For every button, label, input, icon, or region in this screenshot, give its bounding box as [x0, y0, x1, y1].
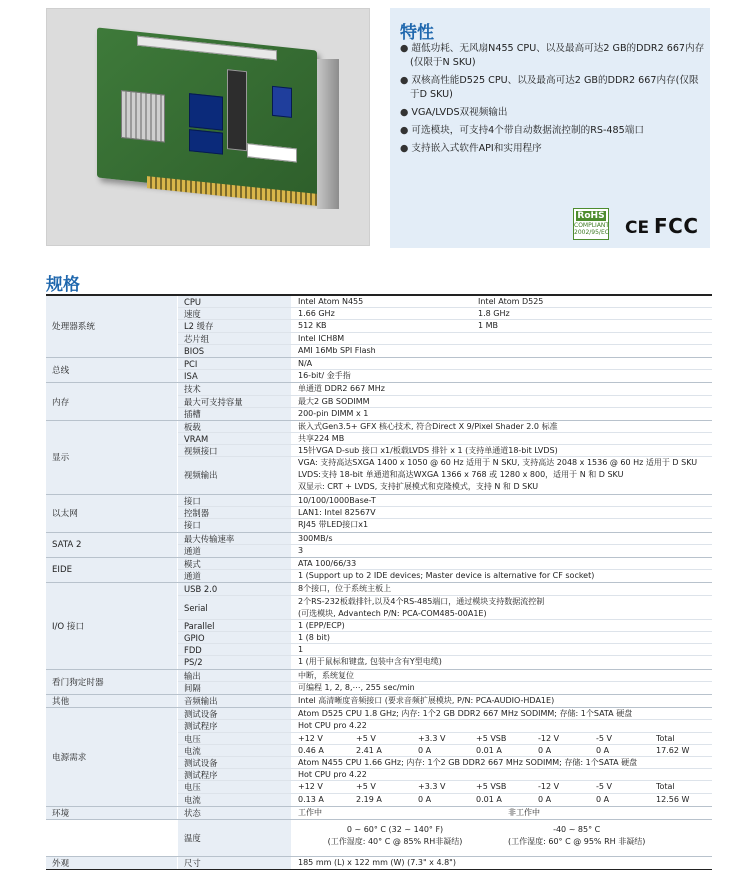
product-photo — [46, 8, 370, 246]
spec-row: 音频输出 Intel 高清晰度音频接口 (要求音频扩展模块, P/N: PCA-AUDIO-HDA1E) — [178, 695, 712, 707]
spec-row: PS/2 1 (用于鼠标和键盘, 包装中含有Y型电缆) — [178, 656, 712, 668]
section-label: 显示 — [46, 421, 178, 494]
sodimm-slot — [227, 69, 247, 151]
fcc-logo: FCC — [654, 214, 699, 238]
feature-item: ● VGA/LVDS双视频输出 — [400, 107, 508, 118]
spec-row: 芯片组 Intel ICH8M — [178, 333, 712, 345]
spec-section-eide — [46, 558, 712, 583]
section-label: I/O 接口 — [46, 583, 178, 668]
spec-row: 通道 1 (Support up to 2 IDE devices; Master device is alternative for CF socket) — [178, 570, 712, 582]
feature-item: ● 可选模块，可支持4个带自动数据流控制的RS-485端口 — [400, 125, 644, 136]
spec-section-environment — [46, 807, 712, 820]
spec-section-temperature — [46, 820, 712, 857]
connector — [247, 143, 297, 162]
spec-section-other — [46, 695, 712, 708]
spec-row: 通道 3 — [178, 545, 712, 557]
section-label: 环境 — [46, 807, 178, 819]
spec-row: 测试设备 Atom N455 CPU 1.66 GHz; 内存: 1个2 GB DDR2 667 MHz SODIMM; 存储: 1个SATA 硬盘 — [178, 757, 712, 769]
spec-table — [46, 294, 712, 870]
spec-row: 电流 0.46 A 2.41 A 0 A 0.01 A 0 A 0 A 17.62 W — [178, 745, 712, 757]
spec-row: 尺寸 185 mm (L) x 122 mm (W) (7.3" x 4.8") — [178, 857, 712, 869]
section-label: SATA 2 — [46, 533, 178, 557]
spec-row: 电压 +12 V +5 V +3.3 V +5 VSB -12 V -5 V Total — [178, 781, 712, 793]
spec-row: 电压 +12 V +5 V +3.3 V +5 VSB -12 V -5 V Total — [178, 733, 712, 745]
section-label: 以太网 — [46, 495, 178, 532]
spec-row: 测试设备 Atom D525 CPU 1.8 GHz; 内存: 1个2 GB DDR2 667 MHz SODIMM; 存储: 1个SATA 硬盘 — [178, 708, 712, 720]
spec-section-sata — [46, 533, 712, 558]
spec-row: BIOS AMI 16Mb SPI Flash — [178, 345, 712, 357]
spec-title: 规格 — [46, 275, 80, 295]
spec-row: ISA 16-bit/ 金手指 — [178, 370, 712, 382]
spec-row: 板载 嵌入式Gen3.5+ GFX 核心技术, 符合Direct X 9/Pixel Shader 2.0 标准 — [178, 421, 712, 433]
section-label: 外观 — [46, 857, 178, 869]
ide-connector — [137, 36, 277, 61]
chipset-2 — [189, 129, 223, 155]
spec-row: 电流 0.13 A 2.19 A 0 A 0.01 A 0 A 0 A 12.56 W — [178, 794, 712, 806]
spec-row: 温度 0 ~ 60° C (32 ~ 140° F) (工作湿度: 40° C @ 85% RH非凝结) -40 ~ 85° C (工作湿度: 60° C @ 95% RH 非凝结) — [178, 820, 712, 856]
io-bracket — [317, 59, 339, 209]
ce-logo: CE — [625, 218, 650, 238]
chipset — [189, 93, 223, 131]
spec-row: 技术 单通道 DDR2 667 MHz — [178, 383, 712, 395]
spec-row: 状态 工作中 非工作中 — [178, 807, 712, 819]
spec-row: PCI N/A — [178, 358, 712, 370]
section-label: 内存 — [46, 383, 178, 420]
spec-section-cpu — [46, 296, 712, 358]
spec-row: Serial 2个RS-232板载排针,以及4个RS-485端口，通过模块支持数据流控制 (可选模块, Advantech P/N: PCA-COM485-00A1E) — [178, 596, 712, 620]
spec-row: FDD 1 — [178, 644, 712, 656]
feature-item: ● 双核高性能D525 CPU、以及最高可达2 GB的DDR2 667内存(仅限于D SKU) — [400, 75, 699, 100]
spec-row: 接口 10/100/1000Base-T — [178, 495, 712, 507]
spec-row: 测试程序 Hot CPU pro 4.22 — [178, 720, 712, 732]
spec-row: 最大传输速率 300MB/s — [178, 533, 712, 545]
feature-item: ● 支持嵌入式软件API和实用程序 — [400, 143, 542, 154]
spec-section-memory — [46, 383, 712, 421]
spec-row: L2 缓存 512 KB 1 MB — [178, 320, 712, 332]
spec-section-physical — [46, 857, 712, 870]
spec-row: 插槽 200-pin DIMM x 1 — [178, 408, 712, 420]
spec-row: 间隔 可编程 1, 2, 8,⋯, 255 sec/min — [178, 682, 712, 694]
spec-row: VRAM 共享224 MB — [178, 433, 712, 445]
spec-row: Parallel 1 (EPP/ECP) — [178, 620, 712, 632]
spec-row: 接口 RJ45 带LED接口x1 — [178, 519, 712, 531]
vga-port — [272, 86, 292, 118]
heatsink — [121, 90, 165, 143]
section-label: 电源需求 — [46, 708, 178, 806]
spec-row: USB 2.0 8个接口，位于系统主板上 — [178, 583, 712, 595]
spec-section-power — [46, 708, 712, 807]
spec-row: CPU Intel Atom N455 Intel Atom D525 — [178, 296, 712, 308]
spec-row: 视频接口 15针VGA D-sub 接口 x1/板载LVDS 排针 x 1 (支持单通道18-bit LVDS) — [178, 445, 712, 457]
spec-section-display — [46, 421, 712, 495]
section-label: 总线 — [46, 358, 178, 382]
spec-row: 控制器 LAN1: Intel 82567V — [178, 507, 712, 519]
motherboard-image — [97, 27, 317, 200]
spec-section-ethernet — [46, 495, 712, 533]
rohs-logo: RoHS COMPLIANT 2002/95/EC — [573, 208, 609, 240]
spec-row: 测试程序 Hot CPU pro 4.22 — [178, 769, 712, 781]
spec-section-io — [46, 583, 712, 669]
section-label: 看门狗定时器 — [46, 670, 178, 694]
feature-item: ● 超低功耗、无风扇N455 CPU、以及最高可达2 GB的DDR2 667内存(仅限于N SKU) — [400, 43, 705, 68]
spec-row: 模式 ATA 100/66/33 — [178, 558, 712, 570]
spec-row: 输出 中断，系统复位 — [178, 670, 712, 682]
section-label: 其他 — [46, 695, 178, 707]
section-label: EIDE — [46, 558, 178, 582]
features-title: 特性 — [400, 23, 434, 43]
features-panel — [390, 8, 710, 248]
spec-row: 视频输出 VGA: 支持高达SXGA 1400 x 1050 @ 60 Hz 适用于 N SKU, 支持高达 2048 x 1536 @ 60 Hz 适用于 D SKU LVDS:支持 18-bit 单通道和高达WXGA 1366 x 768 或 1280 x 800，适用于 N 和 D SKU 双显示: CRT + LVDS, 支持扩展模式和克隆模式，支持 N 和 D SKU — [178, 457, 712, 494]
spec-row: GPIO 1 (8 bit) — [178, 632, 712, 644]
spec-section-bus — [46, 358, 712, 383]
spec-row: 速度 1.66 GHz 1.8 GHz — [178, 308, 712, 320]
spec-section-watchdog — [46, 670, 712, 695]
section-label: 处理器系统 — [46, 296, 178, 357]
spec-row: 最大可支持容量 最大2 GB SODIMM — [178, 396, 712, 408]
features-list — [400, 42, 705, 160]
